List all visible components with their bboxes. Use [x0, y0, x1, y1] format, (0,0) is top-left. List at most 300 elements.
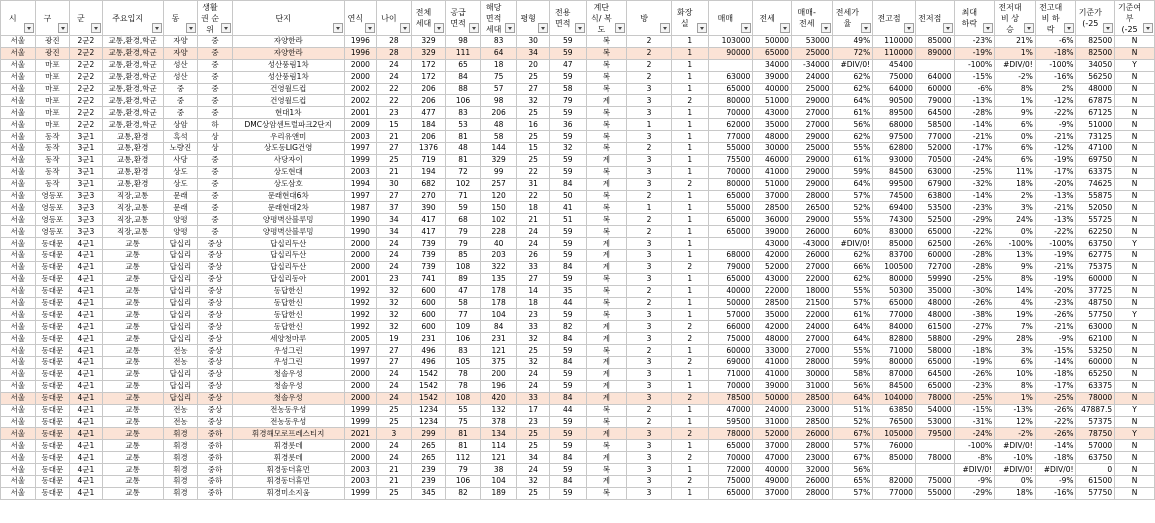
table-cell[interactable]: 43000	[753, 273, 792, 285]
table-cell[interactable]: 84	[480, 321, 517, 333]
table-cell[interactable]: 7%	[995, 321, 1036, 333]
table-cell[interactable]: 중상	[198, 333, 233, 345]
table-cell[interactable]: 28	[377, 36, 412, 48]
table-cell[interactable]: 64%	[832, 333, 873, 345]
table-cell[interactable]: 1994	[344, 178, 377, 190]
table-cell[interactable]: 전농	[163, 357, 198, 369]
table-cell[interactable]: 38	[480, 464, 517, 476]
table-cell[interactable]: 144	[480, 143, 517, 155]
table-cell[interactable]: 239	[411, 464, 446, 476]
table-cell[interactable]: 교통,환경,학군	[102, 59, 163, 71]
table-cell[interactable]: 중상	[198, 321, 233, 333]
table-cell[interactable]: 104	[480, 309, 517, 321]
table-cell[interactable]: 4군1	[70, 464, 103, 476]
table-cell[interactable]: 32	[549, 143, 586, 155]
table-cell[interactable]: 36	[549, 119, 586, 131]
table-cell[interactable]: 25	[517, 345, 550, 357]
table-cell[interactable]: 복	[586, 71, 627, 83]
table-cell[interactable]: 1	[671, 297, 708, 309]
table-cell[interactable]: -19%	[1035, 273, 1076, 285]
table-cell[interactable]: 55000	[708, 143, 753, 155]
table-cell[interactable]: 59	[549, 464, 586, 476]
table-cell[interactable]: 69000	[708, 357, 753, 369]
table-cell[interactable]: 직장,교통	[102, 202, 163, 214]
table-cell[interactable]: 계	[586, 250, 627, 262]
table-cell[interactable]: 33000	[753, 345, 792, 357]
table-cell[interactable]: 2	[627, 404, 672, 416]
table-cell[interactable]: 교통	[102, 392, 163, 404]
table-cell[interactable]: 2000	[344, 452, 377, 464]
table-cell[interactable]: 동대문	[35, 475, 70, 487]
table-cell[interactable]: 동대문	[35, 285, 70, 297]
table-cell[interactable]: -14%	[1035, 357, 1076, 369]
table-cell[interactable]: 2	[627, 285, 672, 297]
table-cell[interactable]: -2%	[995, 428, 1036, 440]
table-cell[interactable]: N	[1115, 380, 1155, 392]
table-cell[interactable]: 답십리	[163, 309, 198, 321]
table-cell[interactable]: -9%	[954, 475, 995, 487]
table-cell[interactable]: 1	[671, 154, 708, 166]
table-cell[interactable]: 75	[480, 71, 517, 83]
table-cell[interactable]: 59	[549, 368, 586, 380]
table-cell[interactable]: 106	[446, 95, 481, 107]
table-cell[interactable]: 33	[517, 321, 550, 333]
table-cell[interactable]: 194	[411, 166, 446, 178]
table-cell[interactable]: 739	[411, 238, 446, 250]
table-cell[interactable]: 32	[377, 321, 412, 333]
table-cell[interactable]: 1	[671, 36, 708, 48]
table-cell[interactable]: 전농	[163, 416, 198, 428]
table-cell[interactable]: 중상	[198, 273, 233, 285]
table-cell[interactable]: 중하	[198, 464, 233, 476]
table-cell[interactable]: Y	[1115, 309, 1155, 321]
table-cell[interactable]: 50	[549, 190, 586, 202]
table-cell[interactable]: -23%	[954, 202, 995, 214]
table-cell[interactable]: 65000	[753, 47, 792, 59]
table-cell[interactable]: 30	[517, 36, 550, 48]
table-cell[interactable]: 51000	[753, 95, 792, 107]
table-cell[interactable]: N	[1115, 368, 1155, 380]
table-cell[interactable]: -22%	[1035, 107, 1076, 119]
table-cell[interactable]: #DIV/0!	[995, 59, 1036, 71]
table-cell[interactable]: 상도동LIG건영	[232, 143, 344, 155]
table-cell[interactable]: 28500	[791, 416, 832, 428]
table-cell[interactable]: 46000	[753, 154, 792, 166]
filter-dropdown-icon[interactable]	[221, 23, 231, 33]
table-cell[interactable]: 답십리두산	[232, 261, 344, 273]
table-cell[interactable]: 문래	[163, 190, 198, 202]
filter-dropdown-icon[interactable]	[152, 23, 162, 33]
table-cell[interactable]: 복	[586, 464, 627, 476]
table-cell[interactable]: 24	[377, 238, 412, 250]
table-cell[interactable]: 67875	[1076, 95, 1115, 107]
table-cell[interactable]: 600	[411, 285, 446, 297]
table-cell[interactable]: 복	[586, 83, 627, 95]
table-cell[interactable]: 31000	[753, 416, 792, 428]
table-cell[interactable]: -24%	[954, 428, 995, 440]
table-cell[interactable]: 2	[671, 392, 708, 404]
table-cell[interactable]: 496	[411, 357, 446, 369]
table-cell[interactable]: 교통	[102, 309, 163, 321]
table-cell[interactable]: 34	[517, 452, 550, 464]
table-cell[interactable]: 마포	[35, 59, 70, 71]
table-cell[interactable]: 52%	[832, 416, 873, 428]
filter-dropdown-icon[interactable]	[186, 23, 196, 33]
table-cell[interactable]: 3	[627, 487, 672, 499]
table-cell[interactable]: -38%	[954, 309, 995, 321]
table-cell[interactable]: 2%	[995, 190, 1036, 202]
table-cell[interactable]: 2001	[344, 273, 377, 285]
table-cell[interactable]: 26000	[791, 250, 832, 262]
table-cell[interactable]: 18%	[995, 178, 1036, 190]
table-cell[interactable]: N	[1115, 226, 1155, 238]
table-cell[interactable]: 교통	[102, 440, 163, 452]
table-cell[interactable]: 58000	[915, 345, 954, 357]
table-cell[interactable]: 1	[671, 47, 708, 59]
table-cell[interactable]: 교통	[102, 297, 163, 309]
table-cell[interactable]: -19%	[954, 47, 995, 59]
table-cell[interactable]: 휘경	[163, 464, 198, 476]
table-cell[interactable]: 2	[671, 475, 708, 487]
table-cell[interactable]: 60000	[708, 345, 753, 357]
table-cell[interactable]: 중	[198, 47, 233, 59]
table-cell[interactable]: 112	[446, 452, 481, 464]
table-cell[interactable]: 서울	[1, 452, 36, 464]
table-cell[interactable]: 1996	[344, 36, 377, 48]
table-cell[interactable]: 2000	[344, 392, 377, 404]
filter-dropdown-icon[interactable]	[780, 23, 790, 33]
table-cell[interactable]: 55	[446, 404, 481, 416]
table-cell[interactable]: 68000	[873, 119, 916, 131]
table-cell[interactable]: 0%	[995, 131, 1036, 143]
table-cell[interactable]: 광진	[35, 47, 70, 59]
table-cell[interactable]: 0%	[995, 226, 1036, 238]
table-cell[interactable]: 59	[549, 416, 586, 428]
table-cell[interactable]: -26%	[1035, 428, 1076, 440]
table-cell[interactable]: 63375	[1076, 380, 1115, 392]
table-cell[interactable]: 600	[411, 321, 446, 333]
table-cell[interactable]: N	[1115, 131, 1155, 143]
table-cell[interactable]: 중	[163, 107, 198, 119]
table-cell[interactable]: 28500	[753, 202, 792, 214]
table-cell[interactable]: 서울	[1, 357, 36, 369]
table-cell[interactable]: 40000	[753, 83, 792, 95]
table-cell[interactable]: -100%	[954, 440, 995, 452]
table-cell[interactable]: 중	[198, 95, 233, 107]
table-cell[interactable]: 48	[480, 119, 517, 131]
table-cell[interactable]: 59	[549, 487, 586, 499]
table-cell[interactable]: 동답한신	[232, 309, 344, 321]
table-cell[interactable]: 교통	[102, 285, 163, 297]
table-cell[interactable]: 6%	[995, 154, 1036, 166]
table-cell[interactable]: 16	[517, 119, 550, 131]
table-cell[interactable]: 1%	[995, 47, 1036, 59]
table-cell[interactable]: -22%	[1035, 416, 1076, 428]
table-cell[interactable]: 2군2	[70, 107, 103, 119]
table-cell[interactable]: -9%	[1035, 475, 1076, 487]
table-cell[interactable]: 45400	[873, 59, 916, 71]
table-cell[interactable]: 동대문	[35, 333, 70, 345]
table-cell[interactable]: 57375	[1076, 416, 1115, 428]
table-cell[interactable]: 복	[586, 440, 627, 452]
table-cell[interactable]: 서울	[1, 154, 36, 166]
table-cell[interactable]: 57%	[832, 440, 873, 452]
table-cell[interactable]: 계	[586, 368, 627, 380]
table-cell[interactable]: 39000	[753, 380, 792, 392]
table-cell[interactable]: 휘경	[163, 428, 198, 440]
table-cell[interactable]: 18%	[995, 487, 1036, 499]
table-cell[interactable]: 41	[549, 202, 586, 214]
table-cell[interactable]: 62%	[832, 131, 873, 143]
table-cell[interactable]: 59	[549, 428, 586, 440]
table-cell[interactable]: 3군3	[70, 226, 103, 238]
table-cell[interactable]: 239	[411, 475, 446, 487]
table-cell[interactable]: 중상	[198, 297, 233, 309]
table-cell[interactable]: 3	[627, 178, 672, 190]
table-cell[interactable]: 74300	[873, 214, 916, 226]
table-cell[interactable]: 서울	[1, 166, 36, 178]
table-cell[interactable]: 22000	[791, 309, 832, 321]
table-cell[interactable]: 중	[163, 83, 198, 95]
table-cell[interactable]: 1	[671, 119, 708, 131]
table-cell[interactable]: 20	[517, 59, 550, 71]
table-cell[interactable]: 27000	[791, 261, 832, 273]
filter-dropdown-icon[interactable]	[741, 23, 751, 33]
filter-dropdown-icon[interactable]	[904, 23, 914, 33]
table-cell[interactable]: 동대문	[35, 428, 70, 440]
table-cell[interactable]: -9%	[1035, 119, 1076, 131]
table-cell[interactable]: 중하	[198, 487, 233, 499]
table-cell[interactable]: 121	[480, 452, 517, 464]
table-cell[interactable]: 90000	[708, 47, 753, 59]
table-cell[interactable]: 55%	[832, 345, 873, 357]
table-cell[interactable]: 63375	[1076, 166, 1115, 178]
table-cell[interactable]: 57000	[708, 309, 753, 321]
table-cell[interactable]: 중	[198, 154, 233, 166]
table-cell[interactable]: 서울	[1, 143, 36, 155]
table-cell[interactable]: 64000	[873, 83, 916, 95]
table-cell[interactable]: 문래현대2차	[232, 202, 344, 214]
table-cell[interactable]: 휘경	[163, 440, 198, 452]
table-cell[interactable]: 77000	[873, 487, 916, 499]
table-cell[interactable]: 24	[377, 440, 412, 452]
table-cell[interactable]: -18%	[1035, 452, 1076, 464]
table-cell[interactable]: 동대문	[35, 392, 70, 404]
table-cell[interactable]: 1990	[344, 214, 377, 226]
table-cell[interactable]: 741	[411, 273, 446, 285]
table-cell[interactable]: 228	[480, 226, 517, 238]
table-cell[interactable]: 18	[517, 202, 550, 214]
table-cell[interactable]: 53	[446, 119, 481, 131]
table-cell[interactable]: -100%	[1035, 238, 1076, 250]
table-cell[interactable]: 3	[627, 380, 672, 392]
table-cell[interactable]: 복	[586, 190, 627, 202]
table-cell[interactable]: 200	[480, 368, 517, 380]
table-cell[interactable]: 82	[446, 487, 481, 499]
table-cell[interactable]: 중상	[198, 404, 233, 416]
table-cell[interactable]: 1376	[411, 143, 446, 155]
table-cell[interactable]: 65000	[915, 226, 954, 238]
table-cell[interactable]: 78000	[708, 428, 753, 440]
table-cell[interactable]: 중	[198, 59, 233, 71]
table-cell[interactable]: 114	[480, 440, 517, 452]
table-cell[interactable]: 동대문	[35, 404, 70, 416]
table-cell[interactable]: 답십리	[163, 261, 198, 273]
table-cell[interactable]: 2	[627, 47, 672, 59]
table-cell[interactable]: 복	[586, 166, 627, 178]
table-cell[interactable]: 3	[627, 131, 672, 143]
table-cell[interactable]: 3	[627, 440, 672, 452]
table-cell[interactable]: N	[1115, 36, 1155, 48]
table-cell[interactable]: 61%	[832, 154, 873, 166]
table-cell[interactable]: 서울	[1, 392, 36, 404]
table-cell[interactable]: 37725	[1076, 285, 1115, 297]
table-cell[interactable]: 59%	[832, 166, 873, 178]
table-cell[interactable]: 24	[517, 464, 550, 476]
table-cell[interactable]: 47000	[708, 404, 753, 416]
table-cell[interactable]: 서울	[1, 321, 36, 333]
table-cell[interactable]: 2	[671, 357, 708, 369]
table-cell[interactable]: 70000	[708, 107, 753, 119]
table-cell[interactable]: 마포	[35, 107, 70, 119]
table-cell[interactable]: 1999	[344, 416, 377, 428]
table-cell[interactable]: 71000	[873, 345, 916, 357]
table-cell[interactable]: 양평벽산블루밍	[232, 226, 344, 238]
table-cell[interactable]: 89000	[915, 47, 954, 59]
table-cell[interactable]: 79	[549, 95, 586, 107]
table-cell[interactable]: 15	[377, 119, 412, 131]
table-cell[interactable]: 서울	[1, 202, 36, 214]
table-cell[interactable]: 교통,환경,학군	[102, 95, 163, 107]
table-cell[interactable]: 83700	[873, 250, 916, 262]
table-cell[interactable]	[915, 59, 954, 71]
table-cell[interactable]: 교통,환경	[102, 154, 163, 166]
table-cell[interactable]: 4군1	[70, 261, 103, 273]
table-cell[interactable]: 복	[586, 226, 627, 238]
table-cell[interactable]: Y	[1115, 404, 1155, 416]
table-cell[interactable]: 답십리	[163, 368, 198, 380]
table-cell[interactable]: 59	[549, 309, 586, 321]
table-cell[interactable]: 74500	[873, 190, 916, 202]
table-cell[interactable]: 1992	[344, 285, 377, 297]
table-cell[interactable]: 75	[446, 416, 481, 428]
table-cell[interactable]: 27	[377, 190, 412, 202]
table-cell[interactable]: 동답한신	[232, 285, 344, 297]
table-cell[interactable]	[873, 464, 916, 476]
table-cell[interactable]: 교통	[102, 475, 163, 487]
table-cell[interactable]: 성산풍림1차	[232, 59, 344, 71]
table-cell[interactable]: -17%	[1035, 380, 1076, 392]
table-cell[interactable]: 36000	[753, 214, 792, 226]
table-cell[interactable]: 21	[377, 131, 412, 143]
table-cell[interactable]: 25000	[791, 143, 832, 155]
table-cell[interactable]: 78000	[915, 452, 954, 464]
table-cell[interactable]: 복	[586, 273, 627, 285]
table-cell[interactable]: 교통	[102, 250, 163, 262]
table-cell[interactable]: 중상	[198, 416, 233, 428]
table-cell[interactable]: 성산풍림1차	[232, 71, 344, 83]
table-cell[interactable]: 3	[627, 475, 672, 487]
table-cell[interactable]: 1	[671, 214, 708, 226]
table-cell[interactable]: 교통	[102, 321, 163, 333]
table-cell[interactable]: 양평	[163, 226, 198, 238]
table-cell[interactable]: 1%	[995, 392, 1036, 404]
table-cell[interactable]: 문래현대6차	[232, 190, 344, 202]
table-cell[interactable]: 영등포	[35, 226, 70, 238]
table-cell[interactable]: N	[1115, 273, 1155, 285]
table-cell[interactable]: 휘경	[163, 452, 198, 464]
table-cell[interactable]: 21%	[995, 36, 1036, 48]
table-cell[interactable]: 3	[627, 357, 672, 369]
table-cell[interactable]: 67%	[832, 452, 873, 464]
table-cell[interactable]: 49000	[753, 475, 792, 487]
table-cell[interactable]: 전농	[163, 404, 198, 416]
table-cell[interactable]: 378	[480, 416, 517, 428]
table-cell[interactable]: 3군1	[70, 166, 103, 178]
table-cell[interactable]: 복	[586, 143, 627, 155]
table-cell[interactable]: 직장,교통	[102, 190, 163, 202]
table-cell[interactable]: 189	[480, 487, 517, 499]
table-cell[interactable]: 계	[586, 95, 627, 107]
table-cell[interactable]: 29000	[791, 166, 832, 178]
table-cell[interactable]: 67125	[1076, 107, 1115, 119]
table-cell[interactable]: 28000	[791, 487, 832, 499]
table-cell[interactable]: -13%	[1035, 214, 1076, 226]
table-cell[interactable]: -100%	[954, 59, 995, 71]
table-cell[interactable]: 4군1	[70, 392, 103, 404]
table-cell[interactable]: 중상	[198, 345, 233, 357]
table-cell[interactable]: -15%	[954, 404, 995, 416]
table-cell[interactable]: 2000	[344, 440, 377, 452]
table-cell[interactable]: 4%	[995, 297, 1036, 309]
table-cell[interactable]: 99	[480, 166, 517, 178]
table-cell[interactable]: 교통,환경	[102, 131, 163, 143]
table-cell[interactable]: 59	[446, 202, 481, 214]
table-cell[interactable]: 2001	[344, 107, 377, 119]
table-cell[interactable]: 25	[377, 404, 412, 416]
table-cell[interactable]: 103000	[708, 36, 753, 48]
table-cell[interactable]: 상	[198, 131, 233, 143]
table-cell[interactable]: 25	[517, 487, 550, 499]
table-cell[interactable]: 휘경	[163, 487, 198, 499]
table-cell[interactable]: 답십리	[163, 285, 198, 297]
table-cell[interactable]: 57750	[1076, 309, 1115, 321]
table-cell[interactable]: 4군1	[70, 416, 103, 428]
table-cell[interactable]: 상도	[163, 166, 198, 178]
table-cell[interactable]: 105	[446, 357, 481, 369]
table-cell[interactable]: 24	[377, 452, 412, 464]
table-cell[interactable]: 55%	[832, 285, 873, 297]
table-cell[interactable]: 계	[586, 452, 627, 464]
table-cell[interactable]: 1	[671, 166, 708, 178]
table-cell[interactable]: 52000	[753, 261, 792, 273]
table-cell[interactable]: 1990	[344, 226, 377, 238]
table-cell[interactable]: 62500	[915, 238, 954, 250]
filter-dropdown-icon[interactable]	[538, 23, 548, 33]
table-cell[interactable]: 43000	[753, 107, 792, 119]
table-cell[interactable]: 2003	[344, 464, 377, 476]
table-cell[interactable]: N	[1115, 475, 1155, 487]
table-cell[interactable]: 서울	[1, 119, 36, 131]
table-cell[interactable]: 중	[198, 166, 233, 178]
table-cell[interactable]: 1999	[344, 487, 377, 499]
table-cell[interactable]: 25	[517, 154, 550, 166]
table-cell[interactable]: 51%	[832, 404, 873, 416]
table-cell[interactable]: 복	[586, 487, 627, 499]
table-cell[interactable]: 9%	[995, 261, 1036, 273]
table-cell[interactable]: 3	[377, 428, 412, 440]
table-cell[interactable]: 답십리	[163, 297, 198, 309]
